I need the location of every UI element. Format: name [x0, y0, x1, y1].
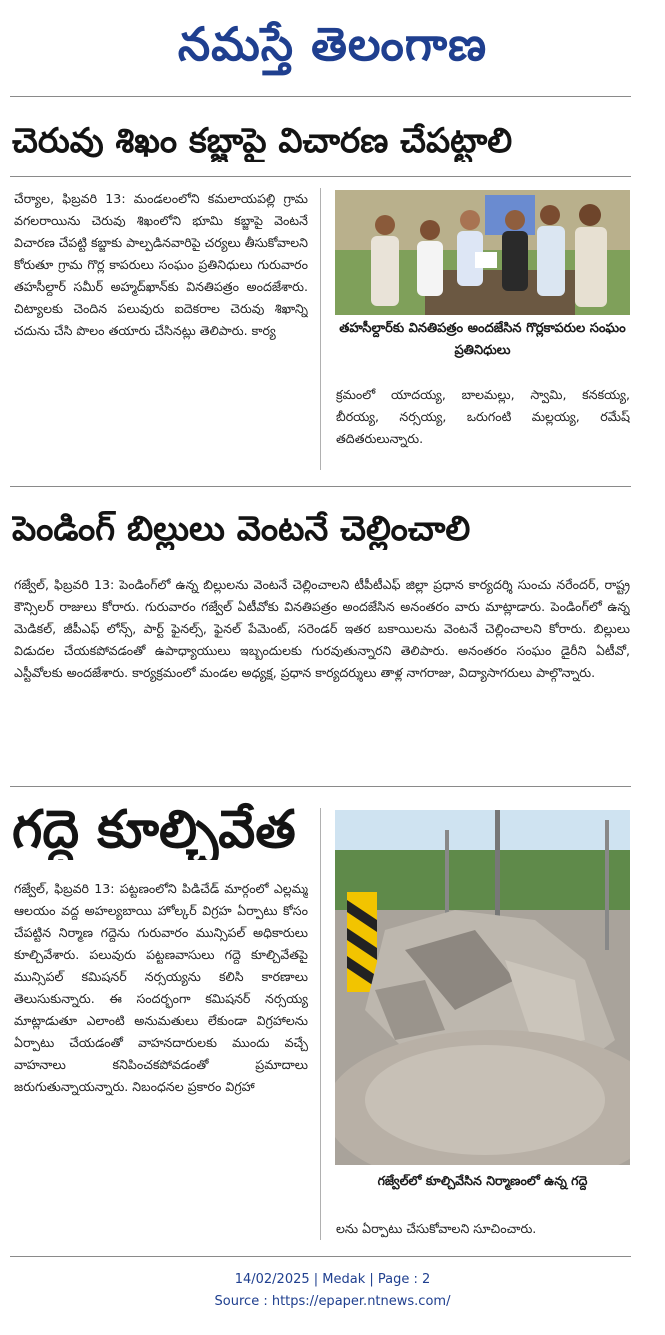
- column-divider: [320, 188, 321, 470]
- divider: [10, 786, 631, 787]
- article1-caption: తహసీల్దార్‌కు వినతిపత్రం అందజేసిన గొర్లకాపరుల సంఘం ప్రతినిధులు: [339, 321, 626, 358]
- divider: [10, 1256, 631, 1257]
- divider: [10, 96, 631, 97]
- article1-continuation: క్రమంలో యాదయ్య, బాలమల్లు, స్వామి, కనకయ్య, బీరయ్య, నర్సయ్య, ఒరుగంటి మల్లయ్య, రమేష్ తదితరులున్నారు.: [336, 387, 630, 446]
- article3-photo: [335, 810, 630, 1165]
- column-divider: [320, 808, 321, 1240]
- footer-source: Source : https://epaper.ntnews.com/: [214, 1294, 451, 1309]
- article1-body: చేర్యాల, ఫిబ్రవరి 13: మండలంలోని కమలాయపల్లి గ్రామ వగలరాయిను చెరువు శిఖంలోని భూమి కబ్జాపై వెంటనే విచారణ చేపట్టి కబ్జాకు పాల్పడినవారిపై చర్యలు తీసుకోవాలని కోరుతూ గ్రామ గొర్ల కాపరులు సంఘం ప్రతినిధులు గురువారం తహసీల్దార్ సమీర్ అహ్మద్‌ఖాన్‌కు వినతిపత్రం అందజేశారు. చిట్యాలకు చెందిన పలువురు ఐదెకరాల చెరువు శిఖాన్ని చదును చేసి పొలం తయారు చేసినట్లు తెలిపారు. కార్య: [14, 191, 308, 338]
- article1-photo: [335, 190, 630, 315]
- rubble-photo-icon: [335, 810, 630, 1165]
- people-photo-icon: [335, 190, 630, 315]
- article2-body: గజ్వేల్, ఫిబ్రవరి 13: పెండింగ్‌లో ఉన్న బిల్లులను వెంటనే చెల్లించాలని టీపీటీఎఫ్ జిల్లా ప్రధాన కార్యదర్శి సుంచు నరేందర్, రాష్ట్ర కౌన్సిలర్ రాజులు కోరారు. గురువారం గజ్వేల్ ఏటీవోకు వినతిపత్రం అందజేసిన అనంతరం వారు మాట్లాడారు. పెండింగ్‌లో ఉన్న మెడికల్, జీపీఎఫ్ లోన్స్, పార్ట్ ఫైనల్స్, ఫైనల్ పేమెంట్, సరెండర్ ఇతర బకాయిలను వెంటనే చెల్లించాలని కోరారు. బిల్లులు విడుదల చేయకపోవడంతో ఉపాధ్యాయులు ఇబ్బందులకు గురవుతున్నారని తెలిపారు. అనంతరం సంఘం డైరీని ఏటీవో, ఎస్టీవోలకు అందజేశారు. కార్యక్రమంలో మండల అధ్యక్ష, ప్రధాన కార్యదర్శులు తాళ్ల నాగరాజు, విద్యాసాగరులు పాల్గొన్నారు.: [14, 577, 630, 680]
- newspaper-logo: నమస్తే తెలంగాణ: [177, 17, 488, 71]
- footer-date: 14/02/2025 | Medak | Page : 2: [234, 1272, 431, 1287]
- article3-headline: గద్దె కూల్చివేత: [12, 800, 296, 860]
- article3-body: గజ్వేల్, ఫిబ్రవరి 13: పట్టణంలోని పిడిచేడ్ మార్గంలో ఎల్లమ్మ ఆలయం వద్ద అహల్యబాయి హోల్కర్ విగ్రహ ఏర్పాటు కోసం చేపట్టిన నిర్మాణ గద్దెను గురువారం మున్సిపల్ అధికారులు కూల్చివేశారు. పలువురు పట్టణవాసులు గద్దె కూల్చివేతపై మున్సిపల్ కమిషనర్ నర్సయ్యను కలిసి కారణాలు తెలుసుకున్నారు. ఈ సందర్భంగా కమిషనర్ నర్సయ్య మాట్లాడుతూ ఎలాంటి అనుమతులు లేకుండా విగ్రహాలను ఏర్పాటు చేయడంతో వాహనదారులకు ముందు వచ్చే వాహనాలు కనిపించకపోవడంతో ప్రమాదాలు జరుగుతున్నాయన్నారు. నిబంధనల ప్రకారం విగ్రహా: [14, 881, 308, 1094]
- divider: [10, 486, 631, 487]
- article3-caption: గజ్వేల్‌లో కూల్చివేసిన నిర్మాణంలో ఉన్న గద్దె: [377, 1173, 588, 1188]
- article3-continuation: లను ఏర్పాటు చేసుకోవాలని సూచించారు.: [336, 1221, 537, 1236]
- article2-headline: పెండింగ్ బిల్లులు వెంటనే చెల్లించాలి: [12, 509, 471, 549]
- article1-headline: చెరువు శిఖం కబ్జాపై విచారణ చేపట్టాలి: [12, 121, 513, 161]
- divider: [10, 176, 631, 177]
- masthead: [0, 0, 665, 88]
